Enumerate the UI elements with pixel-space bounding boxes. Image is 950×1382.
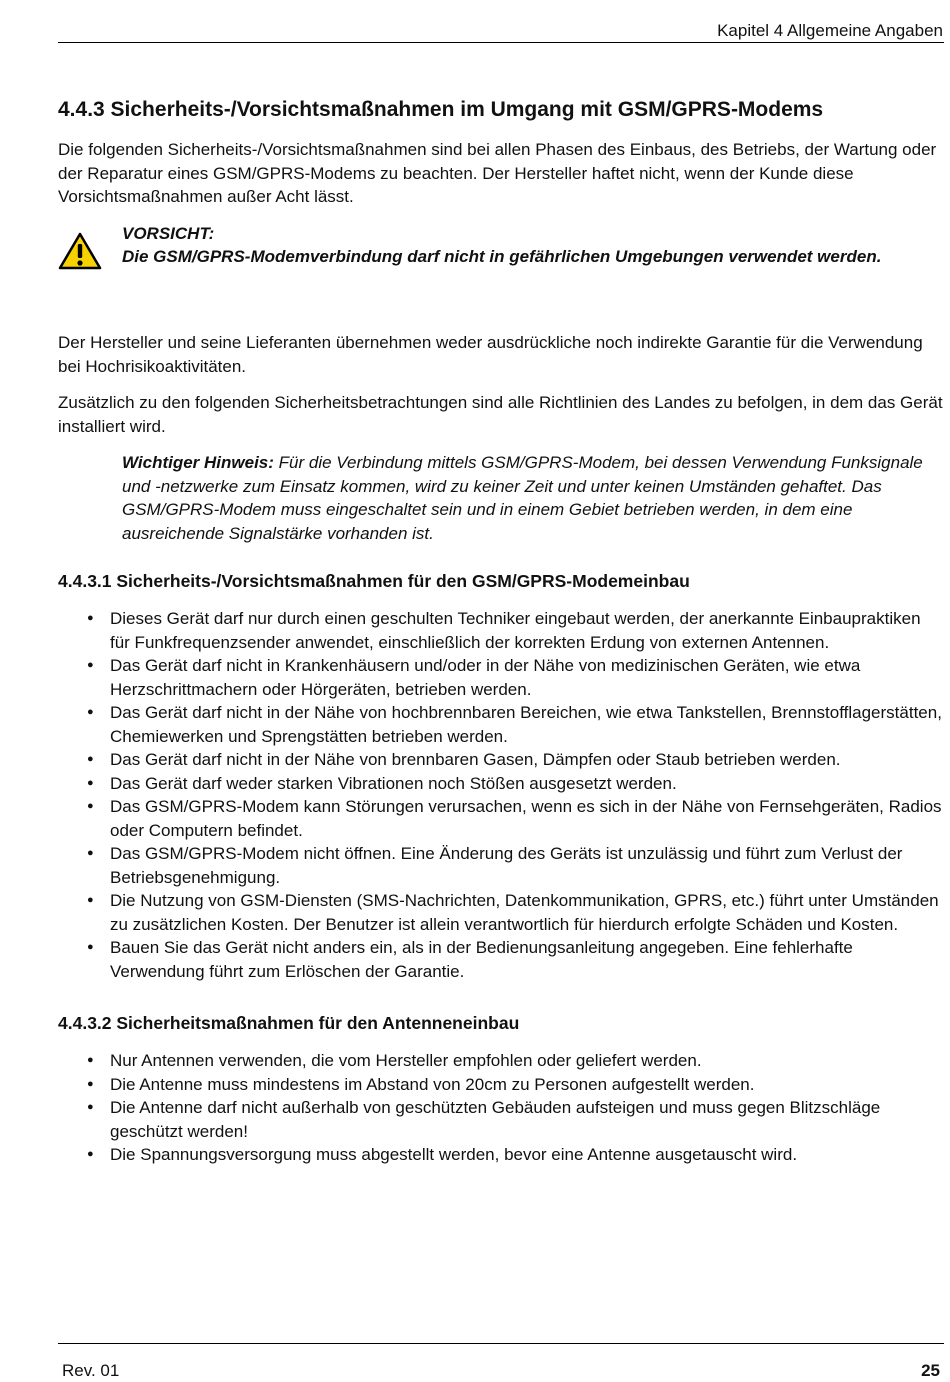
list-item: ● Das GSM/GPRS-Modem nicht öffnen. Eine Änderung des Geräts ist unzulässig und führt zum Verlust der Betriebsgenehmigung. xyxy=(58,842,944,889)
important-note xyxy=(122,451,944,545)
caution-message: Die GSM/GPRS-Modemverbindung darf nicht in gefährlichen Umgebungen verwendet werden. xyxy=(122,247,882,266)
footer-rule xyxy=(58,1343,944,1344)
list-item: ● Das Gerät darf nicht in Krankenhäusern und/oder in der Nähe von medizinischen Geräten, wie etwa Herzschrittmachern oder Hörgeräten, betrieben werden. xyxy=(58,654,944,701)
list-item: ● Das Gerät darf nicht in der Nähe von hochbrennbaren Bereichen, wie etwa Tankstellen, Brennstofflagerstätten, Chemiewerken und Sprengstätten betrieben werden. xyxy=(58,701,944,748)
intro-paragraph: Die folgenden Sicherheits-/Vorsichtsmaßnahmen sind bei allen Phasen des Einbaus, des Betriebs, der Wartung oder der Reparatur eines GSM/GPRS-Modems zu beachten. Der Hersteller haftet nicht, wenn der Kunde diese Vorsichtsmaßnahmen außer Acht lässt. xyxy=(58,140,937,206)
liability-paragraph: Der Hersteller und seine Lieferanten übernehmen weder ausdrückliche noch indirekte Garantie für die Verwendung bei Hochrisikoaktivitäten. xyxy=(58,333,923,376)
list-item: ● Die Nutzung von GSM-Diensten (SMS-Nachrichten, Datenkommunikation, GPRS, etc.) führt unter Umständen zu zusätzlichen Kosten. Der Benutzer ist allein verantwortlich für hierdurch erfolgte Schäden und Kosten. xyxy=(58,889,944,936)
modem-precautions-list xyxy=(58,607,944,983)
subsection-title-antenna: 4.4.3.2 Sicherheitsmaßnahmen für den Antenneneinbau xyxy=(58,1013,520,1033)
revision-label: Rev. 01 xyxy=(62,1361,120,1380)
caution-box xyxy=(58,222,944,277)
caution-label: VORSICHT: xyxy=(122,223,215,243)
list-item: ● Das GSM/GPRS-Modem kann Störungen verursachen, wenn es sich in der Nähe von Fernsehgeräten, Radios oder Computern befindet. xyxy=(58,795,944,842)
section-title: 4.4.3 Sicherheits-/Vorsichtsmaßnahmen im Umgang mit GSM/GPRS-Modems xyxy=(58,98,824,121)
subsection-title-modem: 4.4.3.1 Sicherheits-/Vorsichtsmaßnahmen für den GSM/GPRS-Modemeinbau xyxy=(58,571,690,591)
list-item: ● Das Gerät darf nicht in der Nähe von brennbaren Gasen, Dämpfen oder Staub betrieben werden. xyxy=(58,748,944,772)
note-label: Wichtiger Hinweis: xyxy=(122,453,274,472)
header-rule xyxy=(58,42,944,43)
list-item: ● Die Antenne darf nicht außerhalb von geschützten Gebäuden aufsteigen und muss gegen Blitzschläge geschützt werden! xyxy=(58,1096,944,1143)
list-item: ● Dieses Gerät darf nur durch einen geschulten Techniker eingebaut werden, der anerkannte Einbaupraktiken für Funkfrequenzsender anwendet, einschließlich der korrekten Erdung von externen Antennen. xyxy=(58,607,944,654)
list-item: ● Die Antenne muss mindestens im Abstand von 20cm zu Personen aufgestellt werden. xyxy=(58,1073,944,1097)
antenna-precautions-list xyxy=(58,1049,944,1167)
list-item: ● Nur Antennen verwenden, die vom Hersteller empfohlen oder geliefert werden. xyxy=(58,1049,944,1073)
list-item: ● Die Spannungsversorgung muss abgestellt werden, bevor eine Antenne ausgetauscht wird. xyxy=(58,1143,944,1167)
caution-text-block xyxy=(122,222,902,277)
page-content xyxy=(58,96,944,1195)
list-item: ● Bauen Sie das Gerät nicht anders ein, als in der Bedienungsanleitung angegeben. Eine fehlerhafte Verwendung führt zum Erlöschen der Garantie. xyxy=(58,936,944,983)
note-text: Für die Verbindung mittels GSM/GPRS-Modem, bei dessen Verwendung Funksignale und -netzwerke zum Einsatz kommen, wird zu keiner Zeit und unter keinen Umständen gehaftet. Das GSM/GPRS-Modem muss eingeschaltet sein und in einem Gebiet betrieben werden, in dem eine ausreichende Signalstärke vorhanden ist. xyxy=(122,453,923,543)
list-item: ● Das Gerät darf weder starken Vibrationen noch Stößen ausgesetzt werden. xyxy=(58,772,944,796)
regulations-paragraph: Zusätzlich zu den folgenden Sicherheitsbetrachtungen sind alle Richtlinien des Landes zu befolgen, in dem das Gerät installiert wird. xyxy=(58,393,943,436)
chapter-header: Kapitel 4 Allgemeine Angaben xyxy=(717,21,943,40)
warning-triangle-icon xyxy=(58,222,122,277)
page-number: 25 xyxy=(921,1361,940,1380)
